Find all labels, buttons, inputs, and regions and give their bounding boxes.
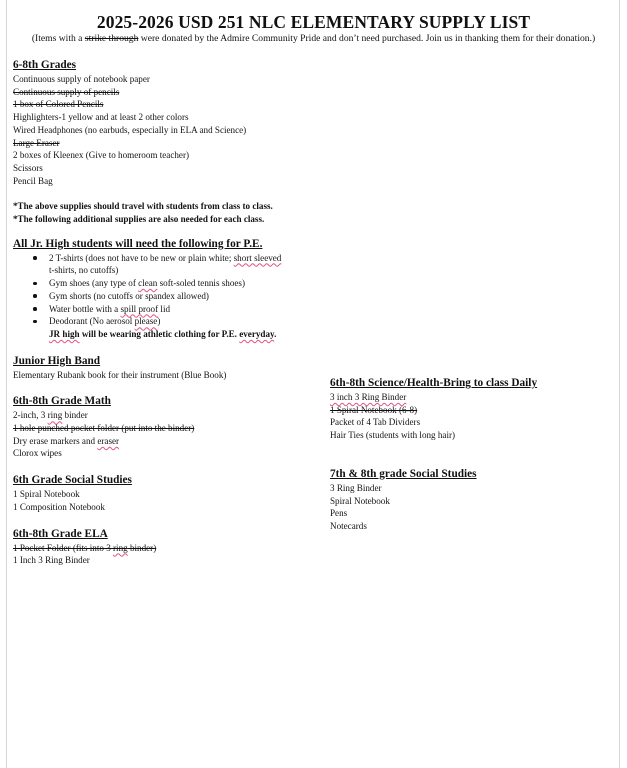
list-item: Spiral Notebook	[330, 495, 390, 506]
list-item: 1 box of Colored Pencils	[13, 99, 104, 110]
right-column	[330, 376, 615, 533]
pe-item-text: Gym shoes (any type of	[49, 278, 139, 289]
pe-item-text: Water bottle with a	[49, 303, 121, 314]
social-78-heading: 7th & 8th grade Social Studies	[330, 467, 477, 480]
math-item-text: Dry erase markers and	[13, 435, 98, 446]
spellcheck-word: ring	[47, 410, 63, 421]
pe-item-text: 2 T-shirts (does not have to be new or plain white;	[49, 252, 234, 263]
list-item	[13, 277, 313, 290]
left-column	[13, 58, 313, 567]
list-item: Continuous supply of notebook paper	[13, 74, 150, 84]
list-item: 1 Composition Notebook	[13, 501, 105, 512]
list-item: Pencil Bag	[13, 175, 53, 186]
pe-item-text: lid	[158, 303, 171, 314]
grades-6-8-heading: 6-8th Grades	[13, 59, 77, 71]
list-item	[13, 303, 313, 316]
subtitle-after: were donated by the Admire Community Pride and don’t need purchased. Join us in thanking them for their donation.)	[138, 33, 596, 44]
additional-note: *The following additional supplies are also needed for each class.	[13, 214, 265, 225]
math-item-text: 2-inch, 3	[13, 410, 48, 421]
subtitle-strike-example: strike through	[84, 33, 139, 44]
math-item-text: binder	[62, 410, 88, 421]
spellcheck-word: please	[134, 316, 158, 327]
list-item: Pens	[330, 508, 348, 519]
list-item	[13, 252, 313, 265]
list-item: 1 Spiral Notebook	[13, 489, 80, 500]
list-item: Scissors	[13, 162, 43, 173]
pe-list	[13, 252, 313, 328]
pe-note-text: .	[274, 328, 277, 339]
list-item	[13, 409, 313, 422]
list-item: 1 Inch 3 Ring Binder	[13, 555, 90, 566]
list-item: Hair Ties (students with long hair)	[330, 430, 456, 441]
pe-item-text: )	[157, 316, 161, 327]
list-item: Highlighters-1 yellow and at least 2 other colors	[13, 112, 189, 123]
ela-heading: 6th-8th Grade ELA	[13, 527, 108, 540]
ela-item-text: 1 Pocket Folder (fits into 3	[13, 542, 114, 553]
list-item	[13, 542, 313, 555]
list-item-continuation	[13, 264, 313, 277]
band-heading: Junior High Band	[13, 354, 101, 367]
spellcheck-word: JR high	[49, 328, 80, 339]
list-item: Packet of 4 Tab Dividers	[330, 417, 421, 428]
math-heading: 6th-8th Grade Math	[13, 395, 111, 408]
pe-item-text: t-shirts, no cutoffs)	[49, 265, 119, 276]
grades-6-8-list	[13, 73, 313, 187]
list-item	[13, 315, 313, 328]
science-item-text: 3 inch 3 Ring Binder	[330, 392, 407, 402]
list-item: Wired Headphones (no earbuds, especially in ELA and Science)	[13, 124, 247, 135]
list-item: 2 boxes of Kleenex (Give to homeroom teacher)	[13, 150, 190, 161]
list-item	[330, 391, 615, 404]
list-item: 3 Ring Binder	[330, 482, 382, 493]
social-6-heading: 6th Grade Social Studies	[13, 474, 132, 487]
list-item: 1 Spiral Notebook (6-8)	[330, 404, 418, 415]
science-heading: 6th-8th Science/Health-Bring to class Daily	[330, 377, 538, 389]
spellcheck-word: clean	[138, 278, 158, 289]
spellcheck-word: eraser	[97, 435, 120, 446]
page-title: 2025-2026 USD 251 NLC ELEMENTARY SUPPLY LIST	[96, 12, 531, 32]
pe-item-text: Gym shorts (no cutoffs or spandex allowed)	[49, 290, 209, 301]
page-subtitle	[0, 33, 627, 44]
subtitle-before: (Items with a	[31, 33, 85, 44]
spellcheck-word: short sleeved	[233, 252, 282, 263]
pe-note	[13, 328, 313, 341]
list-item: Continuous supply of pencils	[13, 86, 120, 97]
spellcheck-word: everyday	[239, 328, 275, 339]
list-item	[13, 290, 313, 303]
list-item: Large Eraser	[13, 137, 60, 148]
pe-item-text: soft-soled tennis shoes)	[157, 278, 245, 289]
band-item: Elementary Rubank book for their instrument (Blue Book)	[13, 369, 227, 380]
list-item	[13, 435, 313, 448]
list-item: Notecards	[330, 520, 367, 531]
social-78-list	[330, 482, 615, 533]
pe-item-text: Deodorant (No aerosol	[49, 316, 135, 327]
spellcheck-word: spill proof	[120, 303, 159, 314]
pe-heading: All Jr. High students will need the following for P.E.	[13, 237, 263, 250]
travel-note: *The above supplies should travel with students from class to class.	[13, 201, 273, 212]
list-item: 1 hole punched pocket folder (put into the binder)	[13, 423, 195, 434]
spellcheck-word: ring	[113, 542, 128, 553]
pe-note-text: will be wearing athletic clothing for P.E.	[79, 328, 240, 339]
ela-item-text: binder)	[127, 542, 157, 553]
list-item: Clorox wipes	[13, 448, 62, 459]
